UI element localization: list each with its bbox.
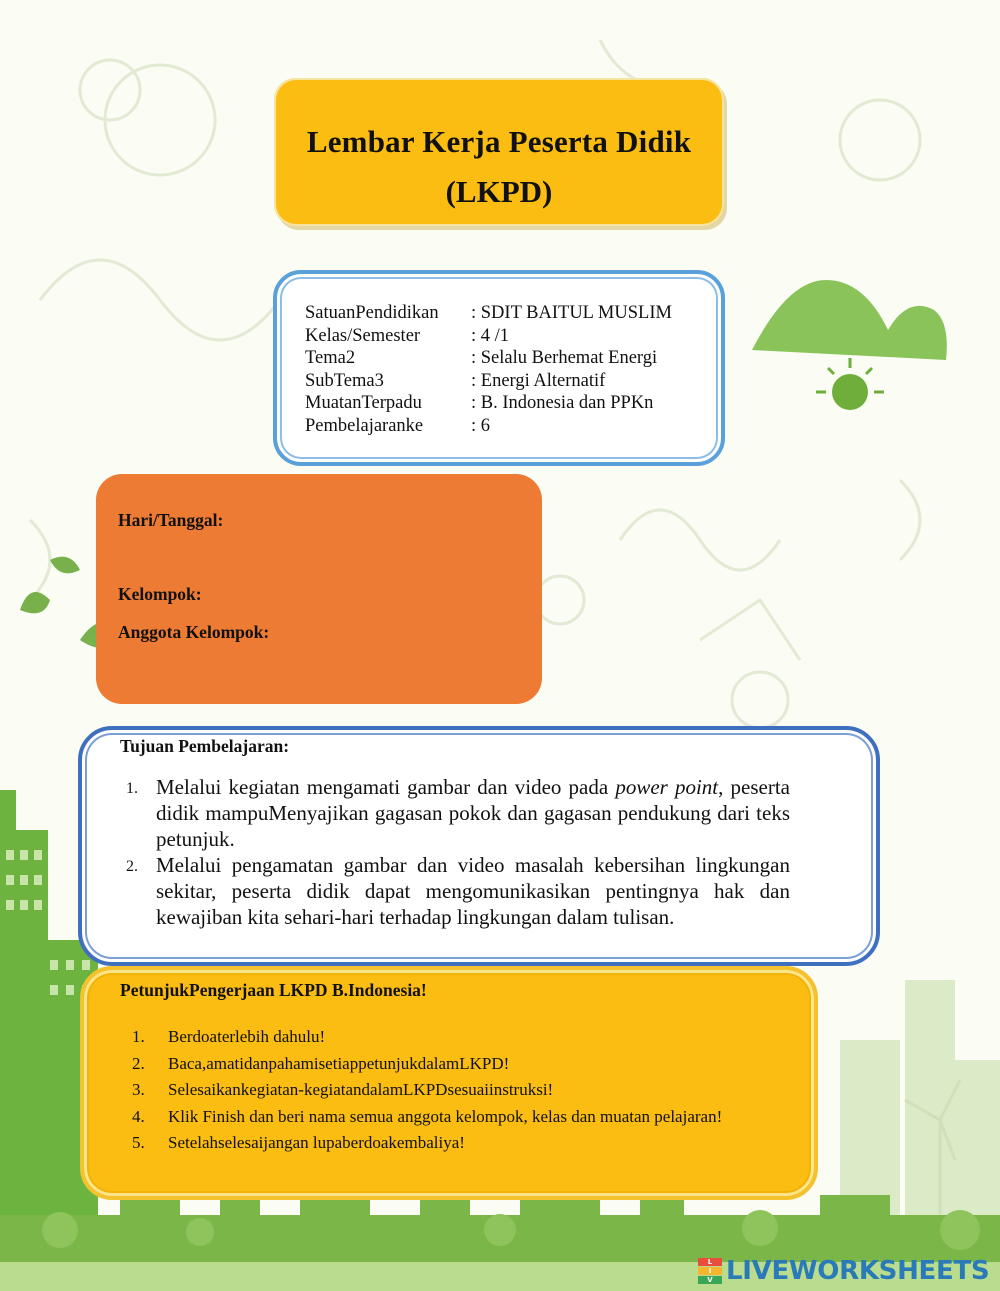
list-item bbox=[132, 1051, 722, 1078]
list-item bbox=[126, 852, 790, 930]
item-text: Selesaikankegiatan-kegiatandalamLKPDsesuaiinstruksi! bbox=[168, 1080, 554, 1099]
item-text: Baca,amatidanpahamisetiappetunjukdalamLKPD! bbox=[168, 1053, 510, 1073]
list-item bbox=[132, 1104, 722, 1131]
list-item bbox=[132, 1130, 722, 1157]
info-row bbox=[305, 370, 672, 393]
list-item bbox=[126, 774, 790, 852]
item-text: Berdoaterlebih dahulu! bbox=[168, 1027, 326, 1046]
objectives-list bbox=[126, 774, 790, 930]
item-text: Setelahselesaijangan lupaberdoakembaliya! bbox=[168, 1133, 465, 1152]
item-number: 2. bbox=[126, 858, 138, 875]
item-number: 2. bbox=[132, 1053, 145, 1073]
liveworksheets-watermark[interactable] bbox=[698, 1255, 989, 1287]
info-value: : Selalu Berhemat Energi bbox=[471, 348, 658, 368]
liveworksheets-logo-icon: L I V bbox=[698, 1258, 722, 1284]
info-label: SatuanPendidikan bbox=[305, 303, 439, 323]
list-item bbox=[132, 1077, 722, 1104]
info-row bbox=[305, 415, 672, 438]
info-label: Tema2 bbox=[305, 348, 356, 368]
date-label: Hari/Tanggal: bbox=[118, 510, 224, 530]
info-value: : 4 /1 bbox=[471, 325, 510, 346]
item-number: 1. bbox=[126, 780, 138, 797]
info-value: : B. Indonesia dan PPKn bbox=[471, 393, 654, 413]
info-table bbox=[305, 302, 672, 437]
page-subtitle: (LKPD) bbox=[445, 174, 553, 209]
learning-objectives-box bbox=[78, 726, 880, 966]
info-row bbox=[305, 325, 672, 348]
instructions-box bbox=[80, 966, 818, 1200]
info-box bbox=[273, 270, 725, 466]
item-number: 1. bbox=[132, 1027, 145, 1046]
identity-box bbox=[96, 474, 542, 704]
item-text: Klik Finish dan beri nama semua anggota kelompok, kelas dan muatan pelajaran! bbox=[168, 1106, 723, 1126]
title-box bbox=[274, 78, 724, 226]
info-label: MuatanTerpadu bbox=[305, 393, 422, 413]
hills-sun-illustration bbox=[752, 280, 947, 410]
item-text: Melalui kegiatan mengamati gambar dan video pada power point, peserta didik mampuMenyajikan gagasan pokok dan gagasan pendukung dari teks petunjuk. bbox=[156, 775, 790, 851]
list-item bbox=[132, 1024, 722, 1051]
item-number: 4. bbox=[132, 1106, 145, 1126]
info-label: Kelas/Semester bbox=[305, 325, 421, 346]
info-label: Pembelajaranke bbox=[305, 415, 424, 436]
instructions-title: PetunjukPengerjaan LKPD B.Indonesia! bbox=[120, 980, 427, 1000]
info-value: : Energi Alternatif bbox=[471, 370, 606, 391]
item-number: 5. bbox=[132, 1133, 145, 1152]
objectives-title: Tujuan Pembelajaran: bbox=[120, 736, 290, 756]
info-label: SubTema3 bbox=[305, 370, 384, 391]
page-title: Lembar Kerja Peserta Didik bbox=[306, 124, 692, 159]
instructions-list bbox=[132, 1024, 722, 1157]
group-label: Kelompok: bbox=[118, 584, 202, 604]
item-text: Melalui pengamatan gambar dan video masalah kebersihan lingkungan sekitar, peserta didik dapat mengomunikasikan pentingnya hak dan kewajiban kita sehari-hari terhadap lingkungan dalam tulisan. bbox=[156, 853, 790, 929]
info-value: : 6 bbox=[471, 415, 491, 436]
watermark-text: LIVEWORKSHEETS bbox=[726, 1256, 990, 1286]
info-value: : SDIT BAITUL MUSLIM bbox=[471, 303, 672, 323]
members-label: Anggota Kelompok: bbox=[118, 622, 270, 642]
info-row bbox=[305, 302, 672, 325]
info-row bbox=[305, 392, 672, 415]
italic-phrase: power point bbox=[615, 775, 719, 799]
item-number: 3. bbox=[132, 1080, 145, 1099]
info-row bbox=[305, 347, 672, 370]
